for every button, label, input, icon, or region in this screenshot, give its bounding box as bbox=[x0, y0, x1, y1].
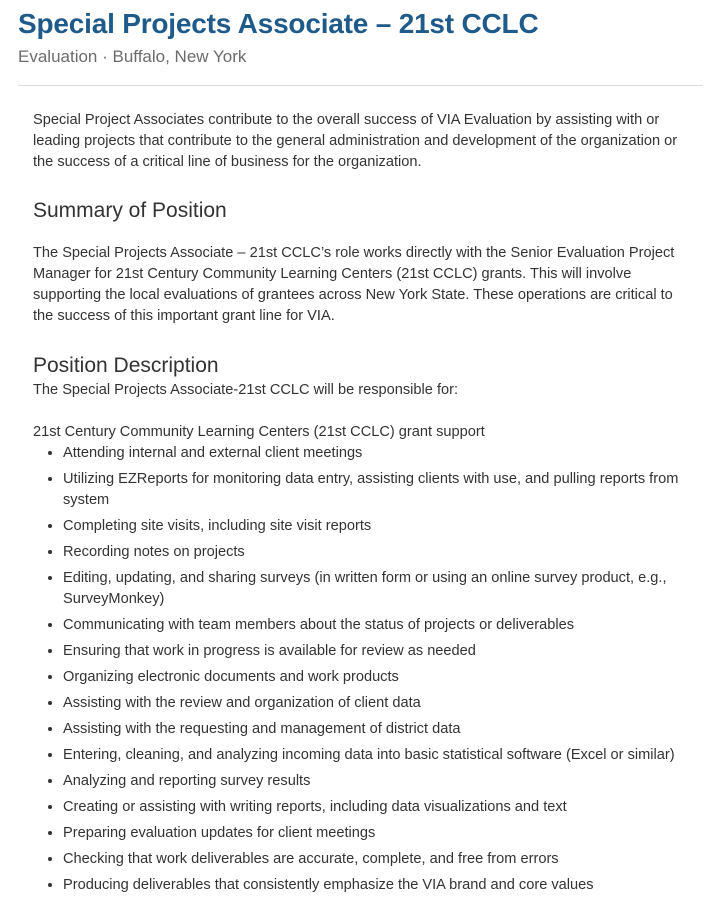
job-description bbox=[33, 110, 687, 901]
list-item: • Completing site visits, including site visit reports bbox=[63, 516, 687, 537]
list-item: • Assisting with the requesting and management of district data bbox=[63, 719, 687, 740]
list-item: • Producing deliverables that consistently emphasize the VIA brand and core values bbox=[63, 875, 687, 896]
summary-paragraph: The Special Projects Associate – 21st CCLC’s role works directly with the Senior Evaluation Project Manager for 21st Century Community Learning Centers (21st CCLC) grants. This will involve supporting the local evaluations of grantees across New York State. These operations are critical to the success of this important grant line for VIA. bbox=[33, 245, 675, 324]
list-item: • Creating or assisting with writing reports, including data visualizations and text bbox=[63, 797, 687, 818]
list-item: • Preparing evaluation updates for client meetings bbox=[63, 823, 687, 844]
summary-heading: Summary of Position bbox=[33, 199, 227, 222]
position-description-heading: Position Description bbox=[33, 354, 219, 377]
list-item: • Ensuring that work in progress is available for review as needed bbox=[63, 641, 687, 662]
job-title: Special Projects Associate – 21st CCLC bbox=[18, 8, 539, 39]
list-item: • Communicating with team members about the status of projects or deliverables bbox=[63, 615, 687, 636]
list-item: • Organizing electronic documents and work products bbox=[63, 667, 687, 688]
list-item: • Utilizing EZReports for monitoring data entry, assisting clients with use, and pulling reports from system bbox=[63, 469, 687, 511]
grant-support-heading: 21st Century Community Learning Centers (21st CCLC) grant support bbox=[33, 424, 485, 440]
list-item: • Checking that work deliverables are accurate, complete, and free from errors bbox=[63, 849, 687, 870]
list-item: • Editing, updating, and sharing surveys (in written form or using an online survey product, e.g., SurveyMonkey) bbox=[63, 568, 687, 610]
list-item: • Recording notes on projects bbox=[63, 542, 687, 563]
job-header bbox=[18, 6, 703, 68]
list-item: • Assisting with the review and organization of client data bbox=[63, 693, 687, 714]
position-description-intro: The Special Projects Associate-21st CCLC will be responsible for: bbox=[33, 382, 459, 398]
duties-list bbox=[33, 443, 687, 896]
list-item: • Entering, cleaning, and analyzing incoming data into basic statistical software (Excel or similar) bbox=[63, 745, 687, 766]
header-divider bbox=[18, 85, 703, 86]
intro-paragraph: Special Project Associates contribute to the overall success of VIA Evaluation by assisting with or leading projects that contribute to the general administration and development of the organization or the success of a critical line of business for the organization. bbox=[33, 112, 678, 170]
job-meta: Evaluation · Buffalo, New York bbox=[18, 47, 247, 66]
list-item: • Analyzing and reporting survey results bbox=[63, 771, 687, 792]
list-item: • Attending internal and external client meetings bbox=[63, 443, 687, 464]
